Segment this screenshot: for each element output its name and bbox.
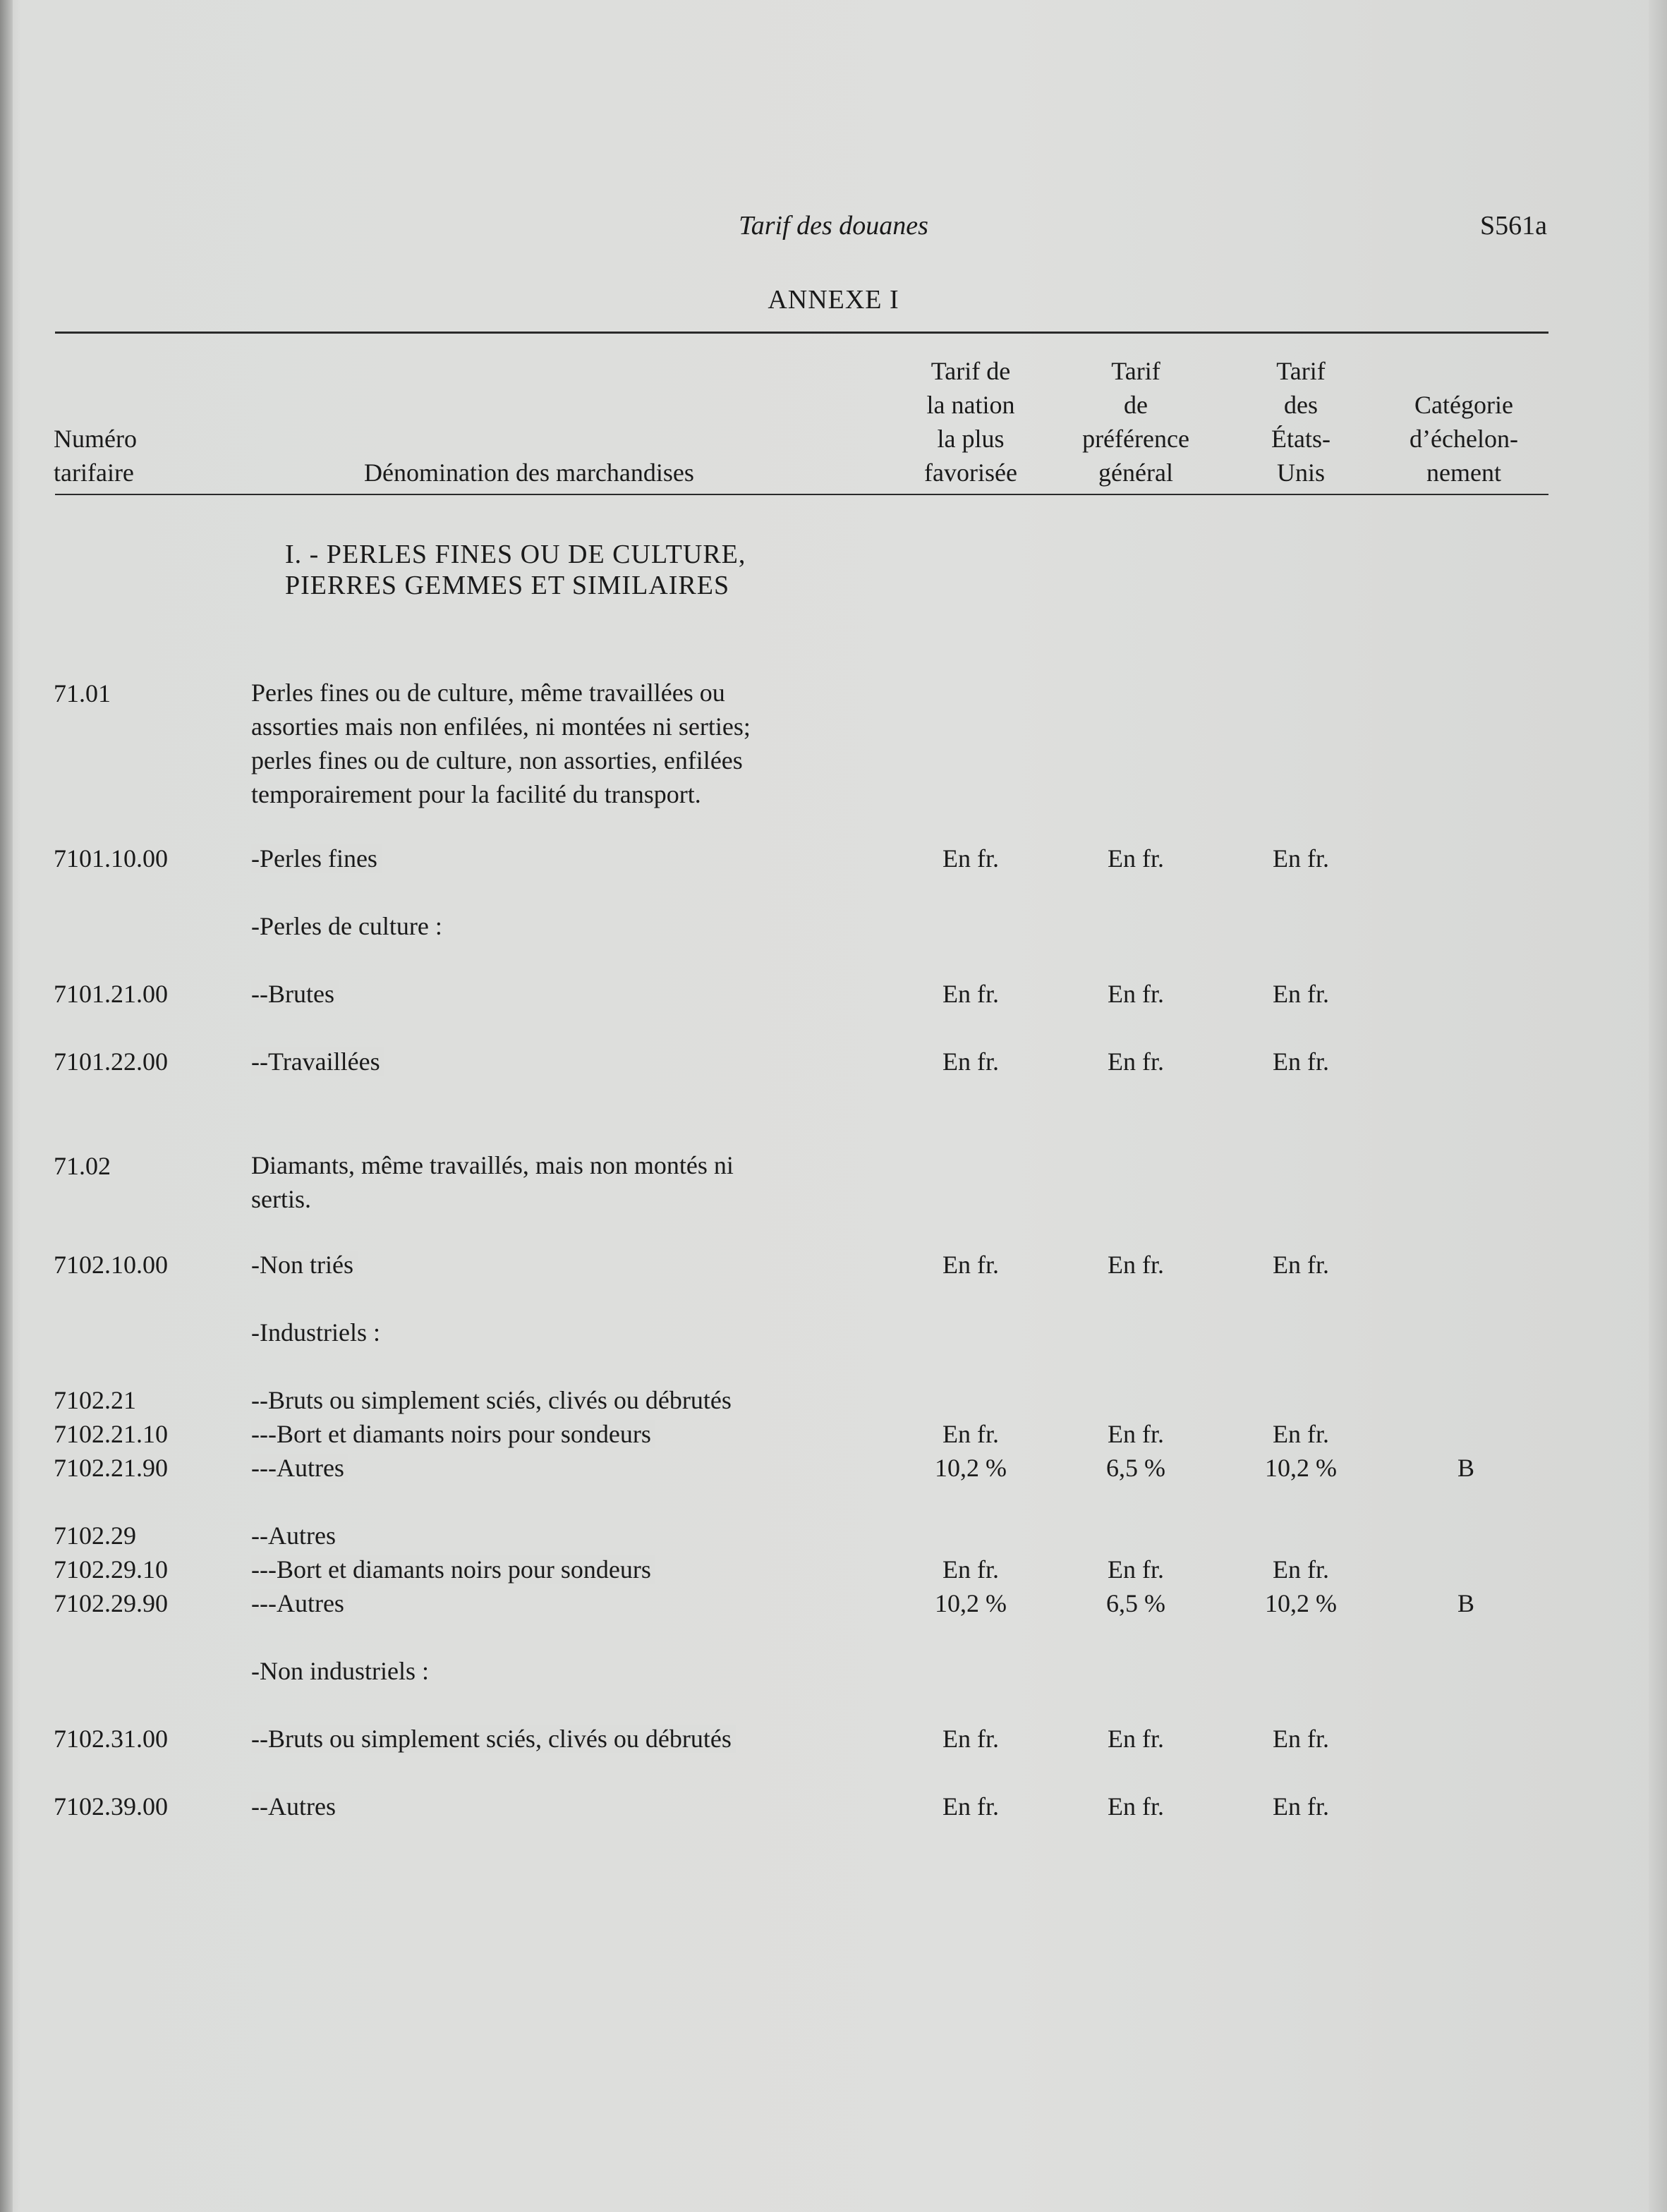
tariff-number: 7101.21.00 <box>54 980 168 1008</box>
goods-description-text: --Travaillées <box>251 1047 384 1076</box>
goods-description-text: -Non triés <box>251 1251 358 1279</box>
goods-description: -Perles de culture : <box>251 912 442 940</box>
col-header-line: d’échelon- <box>1410 425 1518 453</box>
tariff-number: 7102.39.00 <box>54 1792 168 1821</box>
rate-gpt: 6,5 % <box>1106 1454 1165 1482</box>
rate-us: En fr. <box>1273 1047 1329 1076</box>
goods-description <box>251 1724 886 1754</box>
tariff-number: 7102.21.90 <box>54 1454 168 1482</box>
rate-mfn: En fr. <box>942 844 999 873</box>
tariff-number: 7102.29 <box>54 1521 136 1550</box>
rate-us: En fr. <box>1273 1251 1329 1279</box>
goods-description: --Autres <box>251 1521 336 1550</box>
heading-number-7101: 71.01 <box>54 679 111 707</box>
goods-description: --Bruts ou simplement sciés, clivés ou débrutés <box>251 1386 732 1414</box>
tariff-number: 7101.22.00 <box>54 1047 168 1076</box>
rate-gpt: En fr. <box>1108 1047 1164 1076</box>
rate-us: En fr. <box>1273 1555 1329 1584</box>
col-header-line: Numéro <box>54 425 137 453</box>
goods-description-text: -Perles fines <box>251 844 382 873</box>
goods-description <box>251 844 886 873</box>
staging-category: B <box>1457 1589 1474 1617</box>
rate-mfn: 10,2 % <box>935 1589 1007 1617</box>
rate-gpt: En fr. <box>1108 844 1164 873</box>
rate-gpt: En fr. <box>1108 1251 1164 1279</box>
tariff-number: 7102.31.00 <box>54 1725 168 1753</box>
tariff-number: 7102.10.00 <box>54 1251 168 1279</box>
tariff-number: 7102.29.90 <box>54 1589 168 1617</box>
heading-line: assorties mais non enfilées, ni montées ni serties; <box>251 712 751 741</box>
rate-mfn: 10,2 % <box>935 1454 1007 1482</box>
goods-description <box>251 1555 886 1584</box>
rate-us: En fr. <box>1273 1420 1329 1448</box>
heading-line: temporairement pour la facilité du transport. <box>251 780 701 808</box>
rate-gpt: 6,5 % <box>1106 1589 1165 1617</box>
col-header-line: Tarif <box>1111 357 1160 385</box>
rate-mfn: En fr. <box>942 1792 999 1821</box>
heading-line: perles fines ou de culture, non assorties, enfilées <box>251 746 743 774</box>
col-header-line: Catégorie <box>1414 391 1513 419</box>
col-header-line: Tarif de <box>931 357 1011 385</box>
col-header-line: la plus <box>937 425 1005 453</box>
rate-mfn: En fr. <box>942 980 999 1008</box>
goods-description: -Industriels : <box>251 1318 380 1347</box>
heading-line: Perles fines ou de culture, même travaillées ou <box>251 679 725 707</box>
rate-us: 10,2 % <box>1265 1454 1337 1482</box>
tariff-number: 7101.10.00 <box>54 844 168 873</box>
goods-description-text: --Bruts ou simplement sciés, clivés ou débrutés <box>251 1725 736 1753</box>
rate-mfn: En fr. <box>942 1725 999 1753</box>
rate-mfn: En fr. <box>942 1251 999 1279</box>
section-title-line: I. - PERLES FINES OU DE CULTURE, <box>285 540 746 569</box>
goods-description-text: ---Bort et diamants noirs pour sondeurs <box>251 1555 655 1584</box>
rate-mfn: En fr. <box>942 1555 999 1584</box>
section-title-line: PIERRES GEMMES ET SIMILAIRES <box>285 571 730 600</box>
rate-us: En fr. <box>1273 844 1329 873</box>
rate-us: En fr. <box>1273 1725 1329 1753</box>
rate-mfn: En fr. <box>942 1420 999 1448</box>
col-header-line: général <box>1098 458 1173 487</box>
col-header-line: tarifaire <box>54 458 134 487</box>
heading-line: Diamants, même travaillés, mais non montés ni <box>251 1151 734 1179</box>
col-header-line: favorisée <box>924 458 1017 487</box>
rate-us: En fr. <box>1273 980 1329 1008</box>
page-reference: S561a <box>1480 211 1547 241</box>
rate-us: 10,2 % <box>1265 1589 1337 1617</box>
annexe-heading: ANNEXE I <box>768 285 899 315</box>
col-header-line: la nation <box>926 391 1015 419</box>
goods-description-text: ---Autres <box>251 1589 348 1617</box>
goods-description <box>251 1419 886 1449</box>
col-header-line: des <box>1284 391 1318 419</box>
goods-description-text: --Autres <box>251 1792 340 1821</box>
col-header-line: nement <box>1426 458 1501 487</box>
goods-description <box>251 1588 886 1618</box>
rate-gpt: En fr. <box>1108 1725 1164 1753</box>
tariff-number: 7102.21.10 <box>54 1420 168 1448</box>
tariff-number: 7102.29.10 <box>54 1555 168 1584</box>
goods-description <box>251 1047 886 1076</box>
heading-number-7102: 71.02 <box>54 1152 111 1180</box>
goods-description <box>251 979 886 1009</box>
goods-description-text: ---Bort et diamants noirs pour sondeurs <box>251 1420 655 1448</box>
goods-description-text: ---Autres <box>251 1454 348 1482</box>
col-header-line: États- <box>1271 425 1330 453</box>
col-header-line: Tarif <box>1276 357 1326 385</box>
rate-gpt: En fr. <box>1108 980 1164 1008</box>
running-title: Tarif des douanes <box>739 211 928 241</box>
rate-gpt: En fr. <box>1108 1420 1164 1448</box>
rate-gpt: En fr. <box>1108 1792 1164 1821</box>
col-header-line: Unis <box>1276 458 1325 487</box>
staging-category: B <box>1457 1454 1474 1482</box>
col-header-line: de <box>1124 391 1148 419</box>
rate-mfn: En fr. <box>942 1047 999 1076</box>
goods-description-text: --Brutes <box>251 980 339 1008</box>
rate-us: En fr. <box>1273 1792 1329 1821</box>
goods-description <box>251 1453 886 1483</box>
goods-description <box>251 1250 886 1280</box>
tariff-number: 7102.21 <box>54 1386 136 1414</box>
goods-description <box>251 1792 886 1821</box>
goods-description: -Non industriels : <box>251 1657 429 1685</box>
col-header-line: Dénomination des marchandises <box>364 458 694 487</box>
rate-gpt: En fr. <box>1108 1555 1164 1584</box>
heading-line: sertis. <box>251 1185 311 1213</box>
col-header-line: préférence <box>1082 425 1189 453</box>
